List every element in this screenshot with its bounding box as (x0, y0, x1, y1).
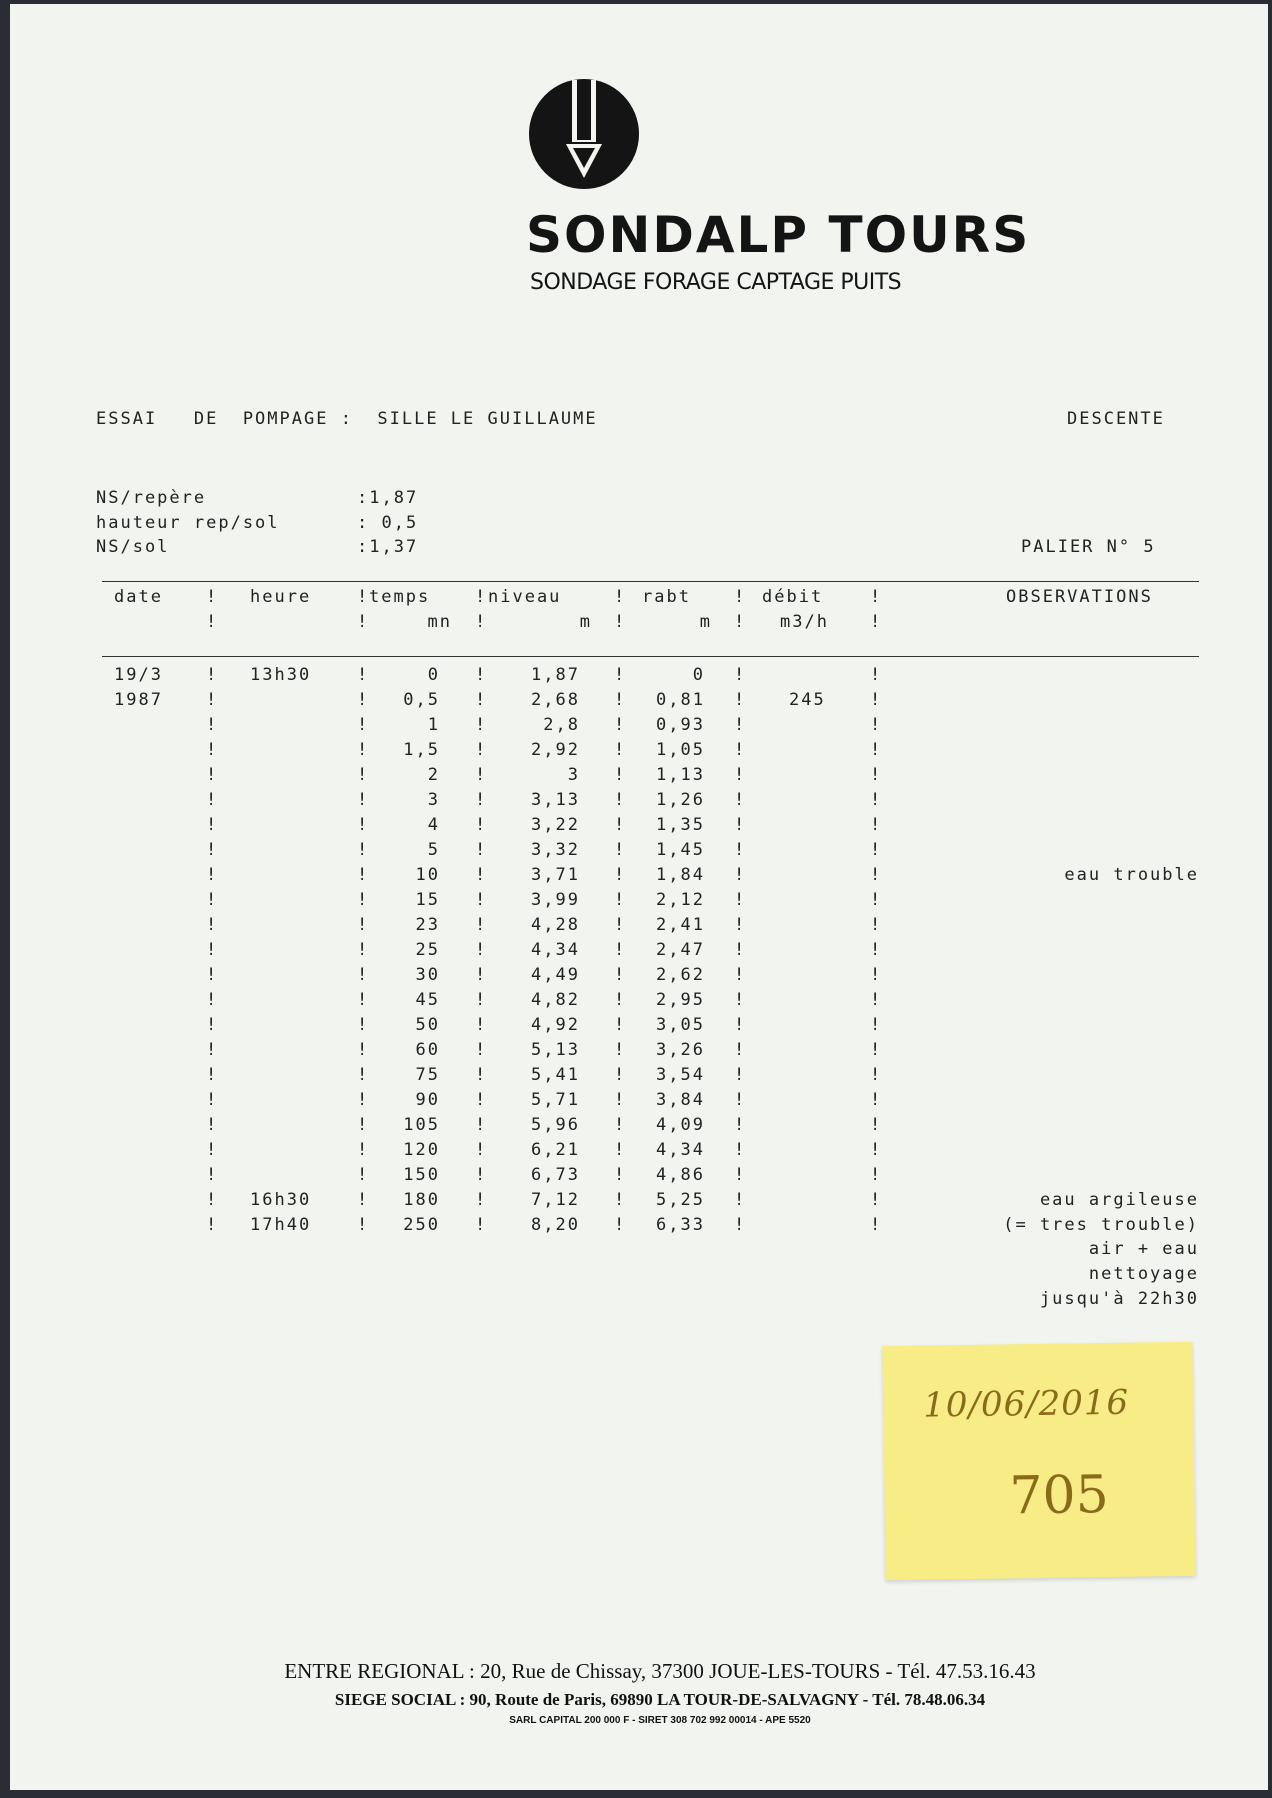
col-sep: ! (614, 1065, 627, 1085)
col-sep: ! (870, 715, 883, 735)
cell-temps: 180 (403, 1190, 440, 1210)
col-sep: ! (734, 715, 747, 735)
col-sep: ! (357, 690, 370, 710)
col-sep: ! (614, 865, 627, 885)
col-sep: ! (206, 690, 219, 710)
col-sep: ! (357, 890, 370, 910)
company-logo-icon (528, 78, 640, 190)
col-sep: ! (206, 940, 219, 960)
cell-rabt: 3,26 (656, 1040, 705, 1060)
footer-regional-center: ENTRE REGIONAL : 20, Rue de Chissay, 37300 JOUE-LES-TOURS - Tél. 47.53.16.43 (284, 1659, 1036, 1683)
col-sep: ! (870, 815, 883, 835)
table-row (10, 690, 1268, 714)
cell-rabt: 1,35 (656, 815, 705, 835)
col-sep: ! (734, 1190, 747, 1210)
cell-temps: 75 (415, 1065, 440, 1085)
cell-rabt: 4,09 (656, 1115, 705, 1135)
col-sep: ! (206, 740, 219, 760)
col-sep: ! (870, 665, 883, 685)
col-sep: ! (870, 765, 883, 785)
col-sep: ! (734, 890, 747, 910)
col-sep: ! (614, 765, 627, 785)
cell-niveau: 2,8 (543, 715, 580, 735)
col-sep: ! (475, 965, 488, 985)
col-sep: ! (206, 1065, 219, 1085)
col-sep: ! (357, 965, 370, 985)
col-sep: ! (614, 965, 627, 985)
extra-observation: jusqu'à 22h30 (1039, 1289, 1199, 1309)
sticky-note-date: 10/06/2016 (922, 1382, 1130, 1426)
col-sep: ! (614, 587, 627, 607)
col-sep: ! (357, 1140, 370, 1160)
cell-niveau: 1,87 (531, 665, 580, 685)
cell-niveau: 2,68 (531, 690, 580, 710)
col-sep: ! (357, 740, 370, 760)
table-row (10, 990, 1268, 1014)
col-sep: ! (206, 965, 219, 985)
col-sep: ! (475, 1015, 488, 1035)
col-sep: ! (357, 587, 370, 607)
cell-heure: 17h40 (250, 1215, 312, 1235)
col-sep: ! (870, 1090, 883, 1110)
cell-temps: 4 (427, 815, 440, 835)
col-sep: ! (206, 1190, 219, 1210)
cell-niveau: 2,92 (531, 740, 580, 760)
col-sep: ! (475, 790, 488, 810)
cell-date: 1987 (114, 690, 163, 710)
table-row (10, 1115, 1268, 1139)
col-sep: ! (614, 890, 627, 910)
col-sep: ! (475, 1065, 488, 1085)
col-sep: ! (870, 1065, 883, 1085)
table-unit-row (10, 612, 1268, 636)
cell-niveau: 6,73 (531, 1165, 580, 1185)
header-niveau: niveau (488, 587, 562, 607)
col-sep: ! (870, 1165, 883, 1185)
cell-temps: 50 (415, 1015, 440, 1035)
col-sep: ! (357, 940, 370, 960)
col-sep: ! (206, 665, 219, 685)
col-sep: ! (734, 915, 747, 935)
col-sep: ! (206, 715, 219, 735)
table-row (10, 790, 1268, 814)
header-debit: débit (762, 587, 824, 607)
company-name: SONDALP TOURS (526, 206, 1031, 264)
col-sep: ! (734, 1065, 747, 1085)
header-date: date (114, 587, 163, 607)
col-sep: ! (357, 1090, 370, 1110)
col-sep: ! (206, 790, 219, 810)
cell-temps: 25 (415, 940, 440, 960)
table-row (10, 1090, 1268, 1114)
col-sep: ! (206, 1165, 219, 1185)
table-row (10, 940, 1268, 964)
col-sep: ! (475, 815, 488, 835)
col-sep: ! (206, 915, 219, 935)
ns-repere-label: NS/repère (96, 488, 207, 508)
col-sep: ! (357, 765, 370, 785)
col-sep: ! (614, 740, 627, 760)
col-sep: ! (475, 1190, 488, 1210)
cell-niveau: 4,34 (531, 940, 580, 960)
table-top-rule (102, 581, 1199, 582)
test-title: ESSAI DE POMPAGE : SILLE LE GUILLAUME (96, 409, 598, 429)
cell-temps: 45 (415, 990, 440, 1010)
table-row (10, 715, 1268, 739)
col-sep: ! (614, 1090, 627, 1110)
cell-temps: 90 (415, 1090, 440, 1110)
col-sep: ! (475, 715, 488, 735)
hauteur-label: hauteur rep/sol (96, 513, 280, 533)
col-sep: ! (475, 587, 488, 607)
cell-rabt: 1,26 (656, 790, 705, 810)
cell-niveau: 3,22 (531, 815, 580, 835)
cell-temps: 5 (427, 840, 440, 860)
col-sep: ! (870, 940, 883, 960)
cell-temps: 105 (403, 1115, 440, 1135)
col-sep: ! (870, 915, 883, 935)
col-sep: ! (734, 790, 747, 810)
col-sep: ! (357, 915, 370, 935)
col-sep: ! (475, 1140, 488, 1160)
col-sep: ! (870, 865, 883, 885)
cell-observation: eau trouble (1064, 865, 1199, 885)
ns-repere-value: :1,87 (357, 488, 419, 508)
col-sep: ! (357, 612, 370, 632)
col-sep: ! (206, 865, 219, 885)
col-sep: ! (357, 840, 370, 860)
col-sep: ! (206, 1215, 219, 1235)
col-sep: ! (734, 1090, 747, 1110)
hauteur-value: : 0,5 (357, 513, 419, 533)
table-row (10, 815, 1268, 839)
col-sep: ! (614, 690, 627, 710)
col-sep: ! (870, 587, 883, 607)
col-sep: ! (475, 690, 488, 710)
col-sep: ! (614, 1140, 627, 1160)
cell-temps: 23 (415, 915, 440, 935)
col-sep: ! (734, 665, 747, 685)
ns-sol-label: NS/sol (96, 537, 170, 557)
col-sep: ! (734, 612, 747, 632)
col-sep: ! (734, 765, 747, 785)
table-row (10, 765, 1268, 789)
cell-niveau: 3,99 (531, 890, 580, 910)
col-sep: ! (206, 1015, 219, 1035)
col-sep: ! (614, 612, 627, 632)
cell-rabt: 2,12 (656, 890, 705, 910)
cell-rabt: 1,05 (656, 740, 705, 760)
col-sep: ! (206, 815, 219, 835)
cell-rabt: 0,81 (656, 690, 705, 710)
col-sep: ! (734, 815, 747, 835)
cell-niveau: 4,28 (531, 915, 580, 935)
table-row (10, 1165, 1268, 1189)
cell-rabt: 2,47 (656, 940, 705, 960)
cell-rabt: 2,95 (656, 990, 705, 1010)
col-sep: ! (870, 612, 883, 632)
col-sep: ! (206, 890, 219, 910)
cell-rabt: 0 (692, 665, 705, 685)
cell-temps: 2 (427, 765, 440, 785)
col-sep: ! (206, 612, 219, 632)
col-sep: ! (475, 915, 488, 935)
col-sep: ! (614, 940, 627, 960)
cell-rabt: 3,84 (656, 1090, 705, 1110)
col-sep: ! (870, 1115, 883, 1135)
extra-observation: nettoyage (1088, 1264, 1199, 1284)
extra-observation: air + eau (1088, 1239, 1199, 1259)
cell-rabt: 3,54 (656, 1065, 705, 1085)
cell-niveau: 3,32 (531, 840, 580, 860)
cell-heure: 13h30 (250, 665, 312, 685)
sticky-note-number: 705 (1009, 1465, 1110, 1527)
col-sep: ! (357, 1115, 370, 1135)
cell-niveau: 3,13 (531, 790, 580, 810)
col-sep: ! (475, 612, 488, 632)
col-sep: ! (734, 865, 747, 885)
table-row (10, 740, 1268, 764)
col-sep: ! (357, 815, 370, 835)
col-sep: ! (357, 1165, 370, 1185)
col-sep: ! (614, 1115, 627, 1135)
cell-temps: 1,5 (403, 740, 440, 760)
col-sep: ! (734, 965, 747, 985)
col-sep: ! (357, 715, 370, 735)
col-sep: ! (206, 840, 219, 860)
col-sep: ! (870, 840, 883, 860)
unit-debit: m3/h (780, 612, 829, 632)
col-sep: ! (357, 865, 370, 885)
cell-rabt: 1,84 (656, 865, 705, 885)
col-sep: ! (475, 940, 488, 960)
cell-rabt: 0,93 (656, 715, 705, 735)
col-sep: ! (357, 1215, 370, 1235)
cell-rabt: 6,33 (656, 1215, 705, 1235)
cell-niveau: 4,92 (531, 1015, 580, 1035)
cell-temps: 120 (403, 1140, 440, 1160)
table-row (10, 840, 1268, 864)
cell-temps: 150 (403, 1165, 440, 1185)
col-sep: ! (614, 840, 627, 860)
cell-rabt: 3,05 (656, 1015, 705, 1035)
col-sep: ! (475, 990, 488, 1010)
col-sep: ! (870, 740, 883, 760)
cell-temps: 3 (427, 790, 440, 810)
cell-niveau: 4,82 (531, 990, 580, 1010)
cell-temps: 30 (415, 965, 440, 985)
col-sep: ! (614, 665, 627, 685)
unit-niveau: m (579, 612, 592, 632)
col-sep: ! (357, 1190, 370, 1210)
table-row (10, 665, 1268, 689)
cell-temps: 10 (415, 865, 440, 885)
col-sep: ! (614, 990, 627, 1010)
table-row (10, 915, 1268, 939)
cell-temps: 60 (415, 1040, 440, 1060)
col-sep: ! (870, 1040, 883, 1060)
col-sep: ! (870, 1140, 883, 1160)
col-sep: ! (614, 790, 627, 810)
cell-niveau: 4,49 (531, 965, 580, 985)
col-sep: ! (475, 1040, 488, 1060)
col-sep: ! (614, 1165, 627, 1185)
cell-niveau: 3 (567, 765, 580, 785)
cell-niveau: 5,41 (531, 1065, 580, 1085)
col-sep: ! (734, 1215, 747, 1235)
col-sep: ! (870, 1015, 883, 1035)
col-sep: ! (475, 1215, 488, 1235)
col-sep: ! (734, 740, 747, 760)
col-sep: ! (734, 940, 747, 960)
col-sep: ! (614, 715, 627, 735)
cell-niveau: 6,21 (531, 1140, 580, 1160)
company-tagline: SONDAGE FORAGE CAPTAGE PUITS (530, 270, 902, 295)
col-sep: ! (475, 890, 488, 910)
cell-heure: 16h30 (250, 1190, 312, 1210)
col-sep: ! (206, 1115, 219, 1135)
col-sep: ! (475, 1090, 488, 1110)
col-sep: ! (614, 915, 627, 935)
col-sep: ! (614, 1215, 627, 1235)
table-row (10, 1140, 1268, 1164)
table-row (10, 1190, 1268, 1214)
footer-legal: SARL CAPITAL 200 000 F - SIRET 308 702 992 00014 - APE 5520 (509, 1715, 811, 1726)
header-rabt: rabt (642, 587, 691, 607)
cell-temps: 0,5 (403, 690, 440, 710)
col-sep: ! (734, 690, 747, 710)
col-sep: ! (614, 1015, 627, 1035)
header-observations: OBSERVATIONS (1006, 587, 1153, 607)
col-sep: ! (614, 1190, 627, 1210)
cell-observation: eau argileuse (1039, 1190, 1199, 1210)
cell-niveau: 7,12 (531, 1190, 580, 1210)
col-sep: ! (870, 1190, 883, 1210)
cell-observation: (= tres trouble) (1003, 1215, 1199, 1235)
col-sep: ! (734, 990, 747, 1010)
header-temps: temps (369, 587, 431, 607)
col-sep: ! (206, 765, 219, 785)
sticky-note (882, 1342, 1195, 1580)
col-sep: ! (206, 1040, 219, 1060)
col-sep: ! (614, 815, 627, 835)
col-sep: ! (357, 790, 370, 810)
cell-niveau: 8,20 (531, 1215, 580, 1235)
cell-date: 19/3 (114, 665, 163, 685)
col-sep: ! (734, 1165, 747, 1185)
cell-niveau: 5,13 (531, 1040, 580, 1060)
table-row (10, 865, 1268, 889)
col-sep: ! (870, 1215, 883, 1235)
col-sep: ! (357, 665, 370, 685)
cell-rabt: 5,25 (656, 1190, 705, 1210)
cell-temps: 250 (403, 1215, 440, 1235)
cell-niveau: 5,96 (531, 1115, 580, 1135)
table-header-rule (102, 656, 1199, 657)
palier-label: PALIER N° 5 (1021, 537, 1156, 557)
col-sep: ! (357, 1040, 370, 1060)
col-sep: ! (475, 740, 488, 760)
table-row (10, 1065, 1268, 1089)
col-sep: ! (475, 665, 488, 685)
cell-rabt: 2,62 (656, 965, 705, 985)
table-row (10, 1040, 1268, 1064)
cell-rabt: 4,86 (656, 1165, 705, 1185)
footer-head-office: SIEGE SOCIAL : 90, Route de Paris, 69890 LA TOUR-DE-SALVAGNY - Tél. 78.48.06.34 (334, 1690, 986, 1709)
col-sep: ! (870, 890, 883, 910)
col-sep: ! (206, 1090, 219, 1110)
cell-niveau: 3,71 (531, 865, 580, 885)
col-sep: ! (206, 990, 219, 1010)
table-row (10, 1215, 1268, 1239)
col-sep: ! (475, 865, 488, 885)
cell-temps: 15 (415, 890, 440, 910)
col-sep: ! (475, 1165, 488, 1185)
table-header-row (10, 587, 1268, 611)
col-sep: ! (357, 990, 370, 1010)
col-sep: ! (734, 1040, 747, 1060)
col-sep: ! (734, 1140, 747, 1160)
unit-temps: mn (427, 612, 452, 632)
col-sep: ! (734, 840, 747, 860)
cell-rabt: 1,45 (656, 840, 705, 860)
col-sep: ! (614, 1040, 627, 1060)
col-sep: ! (475, 1115, 488, 1135)
col-sep: ! (870, 690, 883, 710)
col-sep: ! (734, 1015, 747, 1035)
header-heure: heure (250, 587, 312, 607)
table-row (10, 965, 1268, 989)
cell-debit: 245 (789, 690, 826, 710)
col-sep: ! (357, 1015, 370, 1035)
document-page (10, 4, 1268, 1790)
col-sep: ! (870, 965, 883, 985)
test-mode: DESCENTE (1067, 409, 1165, 429)
ns-sol-value: :1,37 (357, 537, 419, 557)
col-sep: ! (734, 1115, 747, 1135)
cell-temps: 1 (427, 715, 440, 735)
col-sep: ! (475, 765, 488, 785)
col-sep: ! (357, 1065, 370, 1085)
cell-temps: 0 (427, 665, 440, 685)
unit-rabt: m (699, 612, 712, 632)
table-row (10, 890, 1268, 914)
cell-rabt: 1,13 (656, 765, 705, 785)
col-sep: ! (206, 1140, 219, 1160)
col-sep: ! (870, 790, 883, 810)
col-sep: ! (206, 587, 219, 607)
table-row (10, 1015, 1268, 1039)
cell-rabt: 4,34 (656, 1140, 705, 1160)
col-sep: ! (734, 587, 747, 607)
col-sep: ! (870, 990, 883, 1010)
cell-rabt: 2,41 (656, 915, 705, 935)
col-sep: ! (475, 840, 488, 860)
cell-niveau: 5,71 (531, 1090, 580, 1110)
